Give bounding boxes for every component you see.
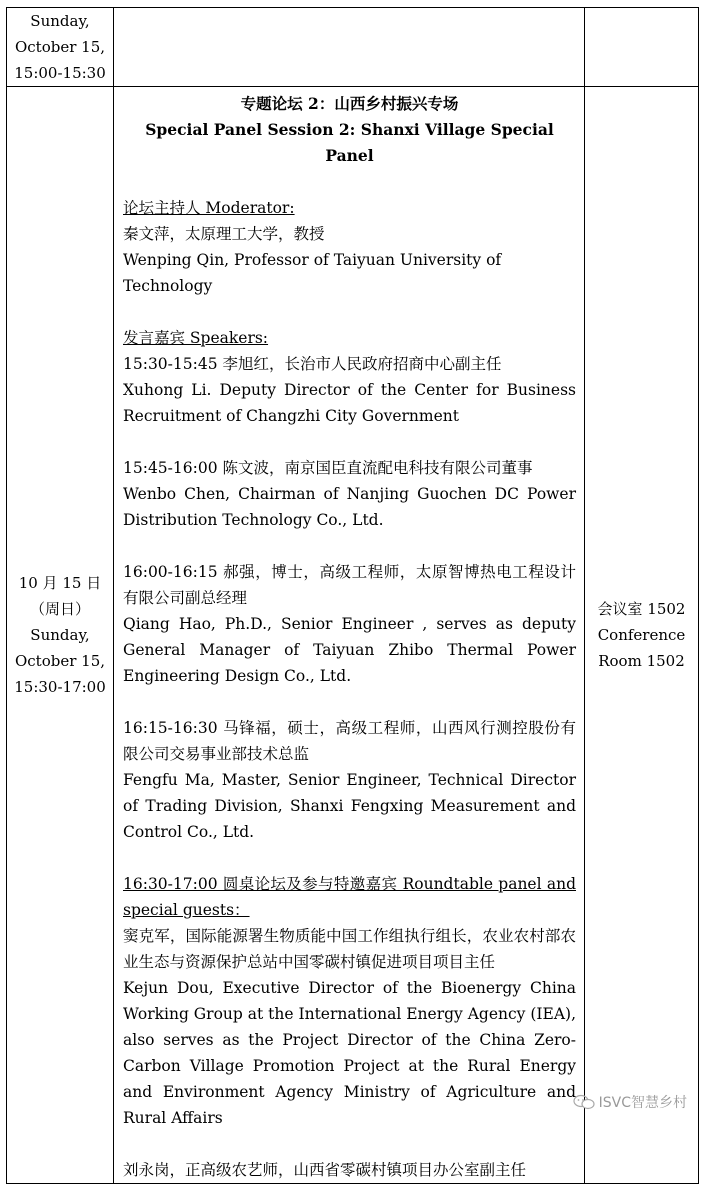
session-title-cn: 专题论坛 2：山西乡村振兴专场 bbox=[240, 94, 459, 113]
speaker-en: Fengfu Ma, Master, Senior Engineer, Technical Director of Trading Division, Shanxi Fengxing Measurement and Control Co., Ltd. bbox=[123, 771, 576, 841]
speaker-cn: 15:45-16:00 陈文波，南京国臣直流配电科技有限公司董事 bbox=[123, 459, 533, 477]
moderator-cn: 秦文萍，太原理工大学，教授 bbox=[123, 225, 325, 243]
time-line: 15:00-15:30 bbox=[14, 64, 106, 82]
moderator-label: 论坛主持人 Moderator: bbox=[123, 199, 295, 217]
moderator-en: Wenping Qin, Professor of Taiyuan University of Technology bbox=[123, 251, 502, 295]
speaker-cn: 15:30-15:45 李旭红，长治市人民政府招商中心副主任 bbox=[123, 355, 502, 373]
guest-cn: 窦克军，国际能源署生物质能中国工作组执行组长，农业农村部农业生态与资源保护总站中国零碳村镇促进项目项目主任 bbox=[123, 927, 576, 971]
watermark bbox=[573, 1092, 687, 1112]
room-cell bbox=[585, 8, 699, 87]
time-line: 15:30-17:00 bbox=[14, 678, 106, 696]
room-line: Room 1502 bbox=[598, 652, 685, 670]
content-cell bbox=[114, 8, 585, 87]
room-line: 会议室 1502 bbox=[597, 600, 686, 618]
roundtable-label: 16:30-17:00 圆桌论坛及参与特邀嘉宾 Roundtable panel and special guests： bbox=[123, 875, 576, 919]
session-title-en: Special Panel Session 2: Shanxi Village Special Panel bbox=[145, 120, 554, 165]
date-line: Sunday, bbox=[30, 626, 90, 644]
weekday-line: （周日） bbox=[29, 600, 90, 618]
speaker-cn: 16:15-16:30 马锋福，硕士，高级工程师，山西风行测控股份有限公司交易事业部技术总监 bbox=[123, 719, 576, 763]
room-cell bbox=[585, 87, 699, 1184]
content-cell bbox=[114, 87, 585, 1184]
watermark-text: ISVC智慧乡村 bbox=[598, 1095, 687, 1111]
schedule-row bbox=[7, 87, 699, 1184]
date-line: 10 月 15 日 bbox=[18, 574, 102, 592]
speaker-en: Xuhong Li. Deputy Director of the Center for Business Recruitment of Changzhi City Government bbox=[123, 381, 576, 425]
date-line: Sunday, bbox=[30, 12, 90, 30]
guest-en: Kejun Dou, Executive Director of the Bioenergy China Working Group at the International Energy Agency (IEA), also serves as the Project Director of the China Zero-Carbon Village Promotion Project at the Rural Energy and Environment Agency Ministry of Agriculture and Rural Affairs bbox=[123, 979, 577, 1127]
speaker-en: Qiang Hao, Ph.D., Senior Engineer , serves as deputy General Manager of Taiyuan Zhibo Thermal Power Engineering Design Co., Ltd. bbox=[123, 615, 576, 685]
speakers-label: 发言嘉宾 Speakers: bbox=[123, 329, 269, 347]
schedule-row bbox=[7, 8, 699, 87]
time-cell bbox=[7, 87, 114, 1184]
schedule-table bbox=[6, 7, 699, 1184]
wechat-icon bbox=[573, 1094, 595, 1110]
date-line: October 15, bbox=[14, 652, 106, 670]
speaker-en: Wenbo Chen, Chairman of Nanjing Guochen DC Power Distribution Technology Co., Ltd. bbox=[123, 485, 576, 529]
time-cell bbox=[7, 8, 114, 87]
speaker-cn: 16:00-16:15 郝强，博士，高级工程师，太原智博热电工程设计有限公司副总经理 bbox=[123, 563, 576, 607]
guest-cn: 刘永岗，正高级农艺师，山西省零碳村镇项目办公室副主任 bbox=[123, 1161, 527, 1179]
room-line: Conference bbox=[597, 626, 686, 644]
date-line: October 15, bbox=[14, 38, 106, 56]
